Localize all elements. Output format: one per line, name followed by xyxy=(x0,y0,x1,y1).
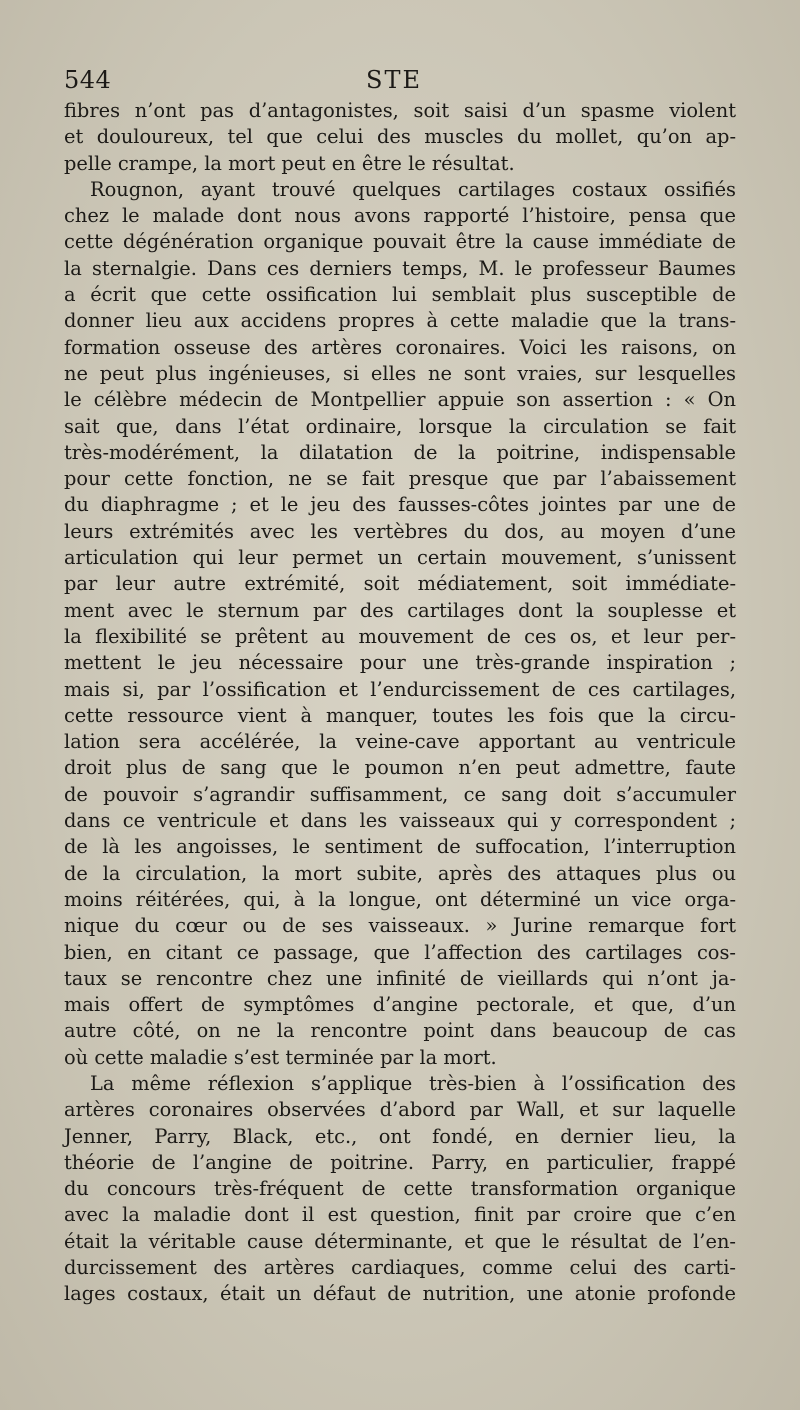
text-line: cette dégénération organique pouvait être la cause immédiate de xyxy=(64,230,736,254)
text-line: où cette maladie s’est terminée par la mort. xyxy=(64,1045,497,1069)
text-line: fibres n’ont pas d’antagonistes, soit saisi d’un spasme violent xyxy=(64,99,736,122)
text-line: de là les angoisses, le sentiment de suffocation, l’interruption xyxy=(64,835,736,859)
running-head: STE xyxy=(366,66,422,94)
text-line: autre côté, on ne la rencontre point dans beaucoup de cas xyxy=(64,1019,736,1043)
text-line: la flexibilité se prêtent au mouvement de ces os, et leur per- xyxy=(64,624,736,648)
text-line: chez le malade dont nous avons rapporté l’histoire, pensa que xyxy=(64,204,736,228)
text-line: Rougnon, ayant trouvé quelques cartilages costaux ossifiés xyxy=(90,177,736,201)
text-line: bien, en citant ce passage, que l’affection des cartilages cos- xyxy=(64,940,736,964)
text-line: du concours très-fréquent de cette transformation organique xyxy=(64,1177,736,1201)
text-line: ment avec le sternum par des cartilages dont la souplesse et xyxy=(64,598,736,622)
text-line: mais si, par l’ossification et l’endurcissement de ces cartilages, xyxy=(64,677,736,701)
text-line: Jenner, Parry, Black, etc., ont fondé, en dernier lieu, la xyxy=(64,1124,736,1148)
text-line: lages costaux, était un défaut de nutrition, une atonie profonde xyxy=(64,1282,736,1306)
text-line: du diaphragme ; et le jeu des fausses-côtes jointes par une de xyxy=(64,493,736,517)
text-line: cette ressource vient à manquer, toutes les fois que la circu- xyxy=(64,703,736,727)
text-line: taux se rencontre chez une infinité de vieillards qui n’ont ja- xyxy=(64,966,736,990)
text-line: artères coronaires observées d’abord par Wall, et sur laquelle xyxy=(64,1098,736,1122)
text-line: donner lieu aux accidens propres à cette maladie que la trans- xyxy=(64,309,736,333)
text-line: théorie de l’angine de poitrine. Parry, en particulier, frappé xyxy=(64,1150,736,1174)
text-line: dans ce ventricule et dans les vaisseaux qui y correspondent ; xyxy=(64,809,736,833)
text-line: La même réflexion s’applique très-bien à l’ossification des xyxy=(90,1071,736,1095)
page-number: 544 xyxy=(64,66,112,94)
text-line: de la circulation, la mort subite, après des attaques plus ou xyxy=(64,861,736,885)
text-line: sait que, dans l’état ordinaire, lorsque la circulation se fait xyxy=(64,414,736,438)
text-line: articulation qui leur permet un certain mouvement, s’unissent xyxy=(64,546,736,570)
text-line: mais offert de symptômes d’angine pectorale, et que, d’un xyxy=(64,993,736,1017)
text-line: nique du cœur ou de ses vaisseaux. » Jurine remarque fort xyxy=(64,914,736,938)
text-line: ne peut plus ingénieuses, si elles ne sont vraies, sur lesquelles xyxy=(64,361,736,385)
text-line: formation osseuse des artères coronaires. Voici les raisons, on xyxy=(64,335,736,359)
text-line: leurs extrémités avec les vertèbres du dos, au moyen d’une xyxy=(64,519,736,543)
text-line: droit plus de sang que le poumon n’en peut admettre, faute xyxy=(64,756,736,780)
text-line: et douloureux, tel que celui des muscles du mollet, qu’on ap- xyxy=(64,125,736,149)
text-line: par leur autre extrémité, soit médiatement, soit immédiate- xyxy=(64,572,736,596)
text-line: a écrit que cette ossification lui semblait plus susceptible de xyxy=(64,283,736,307)
text-line: pelle crampe, la mort peut en être le résultat. xyxy=(64,151,515,175)
text-line: de pouvoir s’agrandir suffisamment, ce sang doit s’accumuler xyxy=(64,782,736,806)
text-line: lation sera accélérée, la veine-cave apportant au ventricule xyxy=(64,730,736,754)
text-line: très-modérément, la dilatation de la poitrine, indispensable xyxy=(64,440,736,464)
text-line: le célèbre médecin de Montpellier appuie son assertion : « On xyxy=(64,388,736,412)
book-page xyxy=(64,64,736,1308)
text-line: mettent le jeu nécessaire pour une très-grande inspiration ; xyxy=(64,651,736,675)
text-line: moins réitérées, qui, à la longue, ont déterminé un vice orga- xyxy=(64,887,736,911)
text-line: avec la maladie dont il est question, finit par croire que c’en xyxy=(64,1203,736,1227)
text-line: pour cette fonction, ne se fait presque que par l’abaissement xyxy=(64,467,736,491)
text-line: la sternalgie. Dans ces derniers temps, M. le professeur Baumes xyxy=(64,256,736,280)
body-text xyxy=(64,98,736,1308)
page-header xyxy=(64,64,736,98)
text-line: était la véritable cause déterminante, et que le résultat de l’en- xyxy=(64,1229,736,1253)
text-line: durcissement des artères cardiaques, comme celui des carti- xyxy=(64,1256,736,1280)
